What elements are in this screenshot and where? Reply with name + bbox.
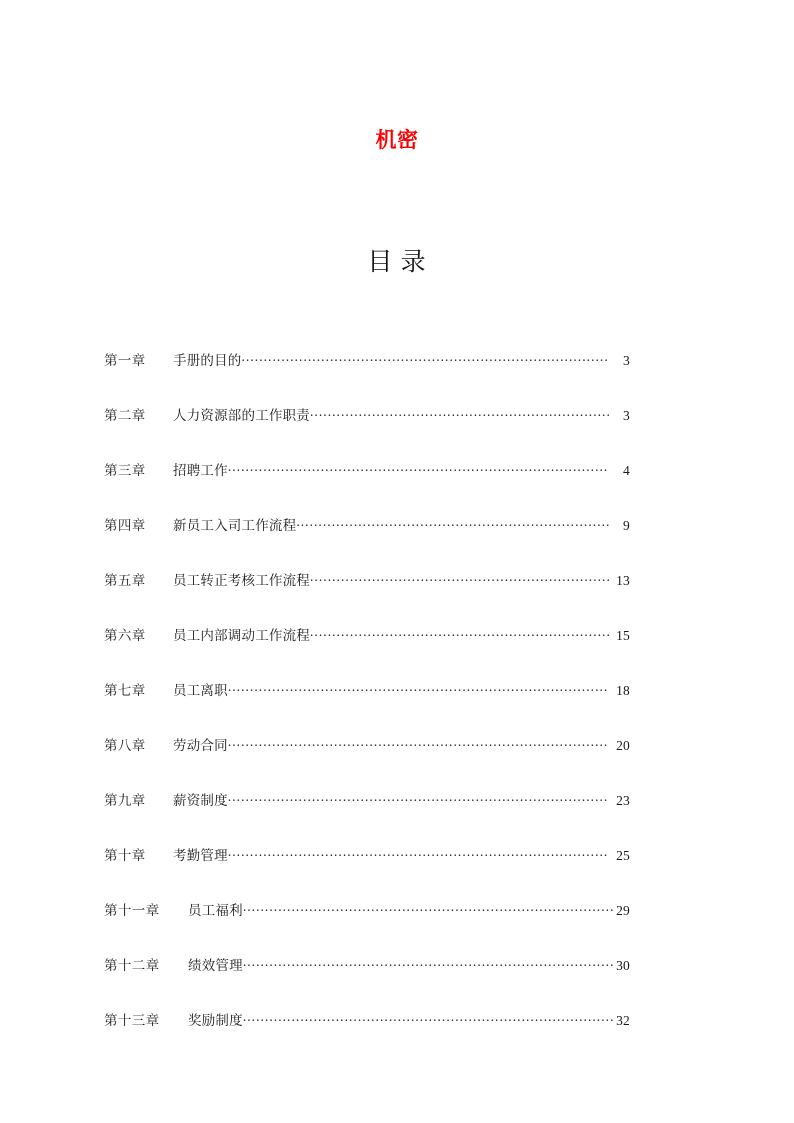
toc-chapter-label: 第九章: [104, 793, 146, 808]
toc-entry-title: 员工内部调动工作流程: [173, 628, 310, 643]
toc-entry-title: 员工福利: [188, 903, 243, 918]
toc-entry[interactable]: [104, 736, 630, 791]
toc-chapter-label: 第十章: [104, 848, 146, 863]
toc-page-number: 18: [616, 683, 630, 698]
toc-page-number: 15: [616, 628, 630, 643]
toc-entry[interactable]: [104, 681, 630, 736]
toc-chapter-label: 第二章: [104, 408, 146, 423]
toc-entry[interactable]: [104, 1011, 630, 1066]
toc-dot-leader: [243, 1011, 614, 1025]
toc-entry-title: 绩效管理: [188, 958, 243, 973]
toc-entry-title: 员工离职: [173, 683, 228, 698]
toc-dot-leader: [310, 406, 609, 420]
toc-page-number: 13: [616, 573, 630, 588]
toc-entry[interactable]: [104, 571, 630, 626]
toc-chapter-label: 第四章: [104, 518, 146, 533]
toc-entry-title: 奖励制度: [188, 1013, 243, 1028]
toc-chapter-label: 第十一章: [104, 903, 160, 918]
toc-entry[interactable]: [104, 956, 630, 1011]
toc-page-number: 3: [623, 408, 630, 423]
toc-entry[interactable]: [104, 461, 630, 516]
toc-entry-title: 手册的目的: [173, 353, 242, 368]
toc-chapter-label: 第十三章: [104, 1013, 160, 1028]
toc-chapter-label: 第五章: [104, 573, 146, 588]
toc-chapter-label: 第三章: [104, 463, 146, 478]
toc-entry[interactable]: [104, 626, 630, 681]
toc-chapter-label: 第十二章: [104, 958, 160, 973]
toc-dot-leader: [228, 461, 609, 475]
toc-entry-title: 劳动合同: [173, 738, 228, 753]
toc-page-number: 9: [623, 518, 630, 533]
toc-dot-leader: [310, 571, 609, 585]
toc-dot-leader: [228, 681, 609, 695]
toc-dot-leader: [228, 791, 609, 805]
toc-dot-leader: [242, 351, 610, 365]
toc-entry[interactable]: [104, 406, 630, 461]
toc-entry-title: 新员工入司工作流程: [173, 518, 297, 533]
toc-entry[interactable]: [104, 516, 630, 571]
toc-page-number: 30: [616, 958, 630, 973]
toc-page-number: 3: [623, 353, 630, 368]
table-of-contents-heading: 目 录: [367, 249, 427, 276]
toc-dot-leader: [243, 901, 614, 915]
confidentiality-label: 机密: [375, 128, 419, 152]
toc-entry-title: 薪资制度: [173, 793, 228, 808]
toc-page-number: 29: [616, 903, 630, 918]
toc-dot-leader: [243, 956, 614, 970]
toc-dot-leader: [310, 626, 609, 640]
table-of-contents-list: [104, 351, 630, 1066]
toc-dot-leader: [296, 516, 609, 530]
toc-page-number: 20: [616, 738, 630, 753]
toc-chapter-label: 第一章: [104, 353, 146, 368]
toc-entry[interactable]: [104, 901, 630, 956]
toc-entry-title: 考勤管理: [173, 848, 228, 863]
toc-entry-title: 招聘工作: [173, 463, 228, 478]
toc-dot-leader: [228, 846, 609, 860]
toc-entry[interactable]: [104, 846, 630, 901]
toc-entry-title: 人力资源部的工作职责: [173, 408, 310, 423]
toc-chapter-label: 第七章: [104, 683, 146, 698]
toc-page-number: 32: [616, 1013, 630, 1028]
toc-chapter-label: 第八章: [104, 738, 146, 753]
toc-chapter-label: 第六章: [104, 628, 146, 643]
toc-page-number: 4: [623, 463, 630, 478]
toc-entry[interactable]: [104, 791, 630, 846]
toc-entry[interactable]: [104, 351, 630, 406]
toc-page-number: 25: [616, 848, 630, 863]
toc-entry-title: 员工转正考核工作流程: [173, 573, 310, 588]
toc-dot-leader: [228, 736, 609, 750]
toc-page-number: 23: [616, 793, 630, 808]
